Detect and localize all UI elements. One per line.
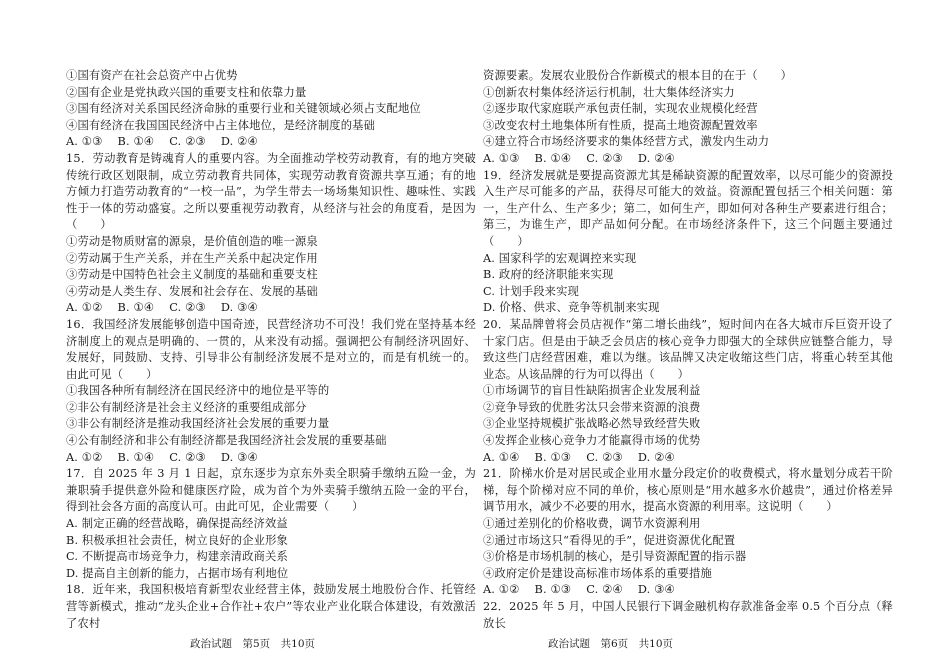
option: C. 不断提高市场竞争力，构建亲清政商关系 [66,550,288,564]
option: ②竞争导致的优胜劣汰只会带来资源的浪费 [483,400,701,414]
question-text: 20．某品牌曾将会员店视作“第二增长曲线”，短时间内在各大城市斥巨资开设了十家门店。但是由于缺乏会员店的核心竞争力即强大的全球供应链整合能力，导致这些门店经营困难，难以为继。该品牌又决定收缩这些门店，将重心转至其他业态。从该品牌的行为可以得出（ ） [483,317,893,381]
right-column [483,68,893,632]
question-21 [483,466,893,599]
answer-choices: A. ①③ B. ①④ C. ②③ D. ②④ [66,135,258,149]
option: ②非公有制经济是社会主义经济的重要组成部分 [66,400,307,414]
left-column [66,68,476,632]
q14-tail [66,68,476,151]
option: ①创新农村集体经济运行机制，壮大集体经济实力 [483,85,735,99]
page-footer-left: 政治试题 第5页 共10页 [190,638,316,650]
option: ①劳动是物质财富的源泉，是价值创造的唯一源泉 [66,234,318,248]
option: D. 价格、供求、竞争等机制来实现 [483,301,660,315]
option: ④公有制经济和非公有制经济都是我国经济社会发展的重要基础 [66,434,387,448]
question-22-start [483,599,893,632]
option: ③价格是市场机制的核心，是引导资源配置的指示器 [483,550,747,564]
question-15 [66,151,476,317]
answer-choices: A. ①② B. ①④ C. ②③ D. ③④ [66,450,258,464]
answer-choices: A. ①③ B. ①④ C. ②③ D. ②④ [483,151,675,165]
answer-choices: A. ①② B. ①④ C. ②③ D. ③④ [66,301,258,315]
question-text: 18．近年来，我国积极培育新型农业经营主体，鼓励发展土地股份合作、托管经营等新模式，推动“龙头企业+合作社+农户”等农业产业化联合体建设，有效激活了农村 [66,583,476,630]
question-text: 22．2025 年 5 月，中国人民银行下调金融机构存款准备金率 0.5 个百分点（释放长 [483,600,893,630]
option: A. 制定正确的经营战略，确保提高经济效益 [66,517,288,531]
question-16 [66,317,476,466]
option: ④建立符合市场经济要求的集体经营方式，激发内生动力 [483,135,770,149]
option: ④发挥企业核心竞争力才能赢得市场的优势 [483,434,701,448]
option: ③改变农村土地集体所有性质，提高土地资源配置效率 [483,118,758,132]
option: A. 国家科学的宏观调控来实现 [483,251,637,265]
question-18-start [66,582,476,632]
question-text: 资源要素。发展农业股份合作新模式的根本目的在于（ ） [483,69,793,82]
option: ②逐步取代家庭联产承包责任制，实现农业规模化经营 [483,102,758,116]
question-18-end [483,68,893,168]
option: ②劳动属于生产关系，并在生产关系中起决定作用 [66,251,318,265]
option: ③企业坚持规模扩张战略必然导致经营失败 [483,417,701,431]
option: ①市场调节的盲目性缺陷损害企业发展利益 [483,384,701,398]
option: ①国有资产在社会总资产中占优势 [66,69,238,82]
question-20 [483,317,893,466]
answer-choices: A. ①② B. ①③ C. ②④ D. ③④ [483,583,675,597]
option: ②通过市场这只“看得见的手”，促进资源优化配置 [483,533,736,547]
question-text: 21．阶梯水价是对居民或企业用水量分段定价的收费模式，将水量划分成若干阶梯，每个阶梯对应不同的单价，核心原则是“用水越多水价越贵”，通过价格差异调节用水，减少不必要的用水，提高水资源的利用率。这说明（ ） [483,467,893,514]
option: C. 计划手段来实现 [483,284,580,298]
option: ③非公有制经济是推动我国经济社会发展的重要力量 [66,417,330,431]
option: ④劳动是人类生存、发展和社会存在、发展的基础 [66,284,318,298]
answer-choices: A. ①④ B. ①③ C. ②③ D. ②④ [483,450,675,464]
option: D. 提高自主创新的能力，占据市场有利地位 [66,566,289,580]
option: B. 积极承担社会责任，树立良好的企业形象 [66,533,288,547]
option: ③国有经济对关系国民经济命脉的重要行业和关键领域必须占支配地位 [66,102,421,116]
page-footer-right: 政治试题 第6页 共10页 [548,638,674,650]
option: ①我国各种所有制经济在国民经济中的地位是平等的 [66,384,330,398]
question-17 [66,466,476,582]
option: ③劳动是中国特色社会主义制度的基础和重要支柱 [66,268,318,282]
option: B. 政府的经济职能来实现 [483,268,614,282]
question-19 [483,168,893,317]
option: ②国有企业是党执政兴国的重要支柱和依靠力量 [66,85,307,99]
question-text: 15．劳动教育是铸魂育人的重要内容。为全面推动学校劳动教育，有的地方突破传统行政区划限制，成立劳动教育共同体，实现劳动教育资源共享互通；有的地方倾力打造劳动教育的“一校一品”，为学生带去一场场集知识性、趣味性、实践性于一体的劳动盛宴。之所以要重视劳动教育，从经济与社会的角度看，是因为（ ） [66,151,476,232]
question-text: 19．经济发展就是要提高资源尤其是稀缺资源的配置效率，以尽可能少的资源投入生产尽可能多的产品，获得尽可能大的效益。资源配置包括三个相关问题：第一，生产什么、生产多少；第二，如何生产，即如何对各种生产要素进行组合；第三，为谁生产，即产品如何分配。在市场经济条件下，这三个问题主要通过（ ） [483,168,893,248]
option: ①通过差别化的价格收费，调节水资源利用 [483,517,701,531]
question-text: 17．自 2025 年 3 月 1 日起，京东逐步为京东外卖全职骑手缴纳五险一金，为兼职骑手提供意外险和健康医疗险，成为首个为外卖骑手缴纳五险一金的平台，得到社会各方面的高度认可。由此可见，企业需要（ ） [66,467,476,514]
option: ④国有经济在我国国民经济中占主体地位，是经济制度的基础 [66,118,376,132]
question-text: 16．我国经济发展能够创造中国奇迹，民营经济功不可没！我们党在坚持基本经济制度上的观点是明确的、一贯的，从来没有动摇。强调把公有制经济巩固好、发展好，同鼓励、支持、引导非公有制经济发展不是对立的，而是有机统一的。由此可见（ ） [66,317,476,381]
option: ④政府定价是建设高标准市场体系的重要措施 [483,566,712,580]
